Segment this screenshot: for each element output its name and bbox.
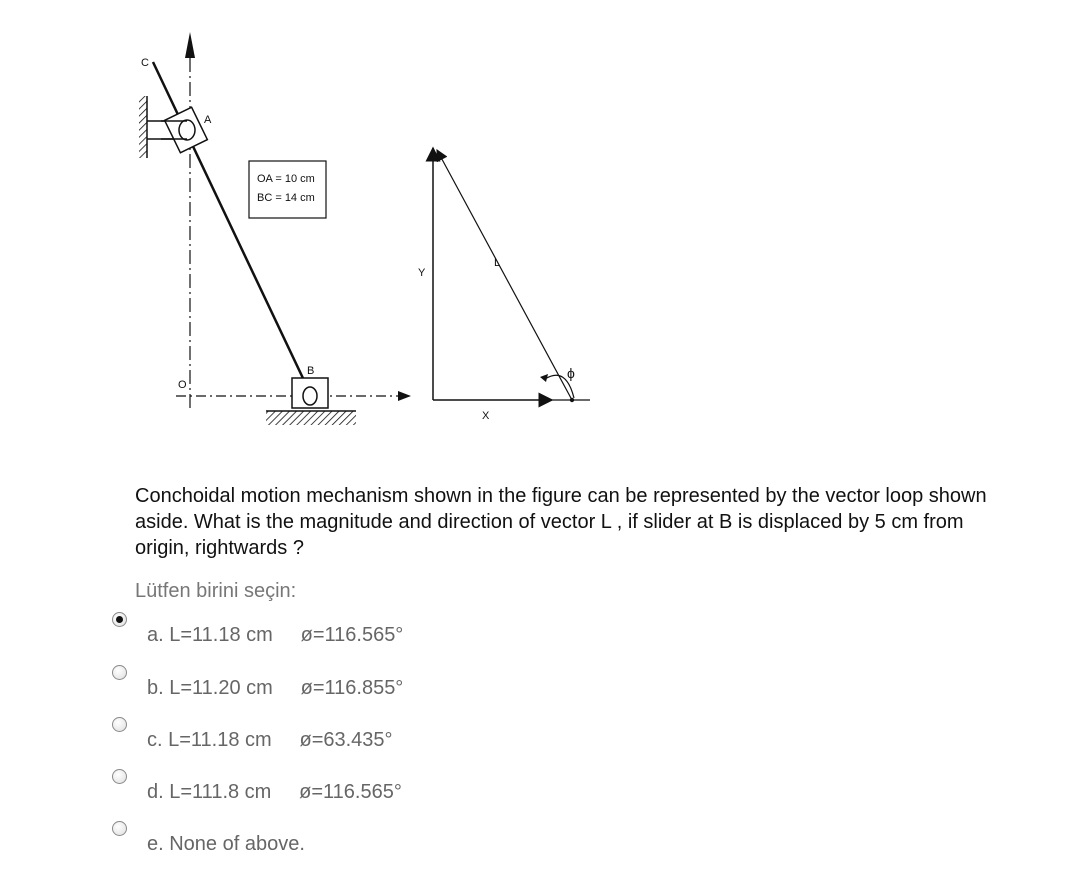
option-a[interactable]	[112, 612, 632, 656]
radio-button[interactable]	[112, 612, 127, 627]
pivot-b	[303, 387, 317, 405]
option-c[interactable]	[112, 717, 632, 761]
wall	[139, 96, 147, 158]
mechanism-drawing	[139, 32, 411, 425]
choice-prompt: Lütfen birini seçin:	[135, 580, 297, 602]
radio-button[interactable]	[112, 717, 127, 732]
label-b: B	[307, 365, 315, 377]
radio-button[interactable]	[112, 821, 127, 836]
option-label: e. None of above.	[147, 833, 305, 855]
vector-l	[437, 150, 572, 400]
question-text: Conchoidal motion mechanism shown in the figure can be represented by the vector loop shown aside. What is the magnitude and direction of vector L , if slider at B is displaced by 5 cm from origin, rightwards ?	[135, 485, 987, 559]
link-cb	[153, 62, 310, 393]
dimensions-box	[249, 161, 326, 218]
label-y: Y	[418, 267, 426, 279]
option-b[interactable]	[112, 665, 632, 709]
radio-button[interactable]	[112, 665, 127, 680]
label-phi: ϕ	[567, 365, 575, 381]
option-d[interactable]	[112, 769, 632, 813]
option-label: b. L=11.20 cm ø=116.855°	[147, 677, 404, 699]
label-o: O	[178, 379, 187, 391]
option-label: c. L=11.18 cm ø=63.435°	[147, 729, 393, 751]
vector-loop-drawing	[418, 148, 590, 422]
dim-oa: OA = 10 cm	[257, 173, 315, 185]
ground-hatch	[266, 411, 356, 425]
radio-button[interactable]	[112, 769, 127, 784]
mechanism-figure	[0, 0, 1080, 440]
label-l: L	[494, 257, 501, 269]
option-label: a. L=11.18 cm ø=116.565°	[147, 624, 404, 646]
label-c: C	[141, 57, 149, 69]
option-label: d. L=111.8 cm ø=116.565°	[147, 781, 402, 803]
vertical-axis-arrow	[185, 32, 195, 58]
dim-bc: BC = 14 cm	[257, 192, 315, 204]
option-e[interactable]	[112, 821, 632, 865]
pivot-a	[179, 120, 195, 140]
label-a: A	[204, 114, 212, 126]
label-x: X	[482, 410, 490, 422]
horizontal-axis-arrow	[398, 391, 411, 401]
